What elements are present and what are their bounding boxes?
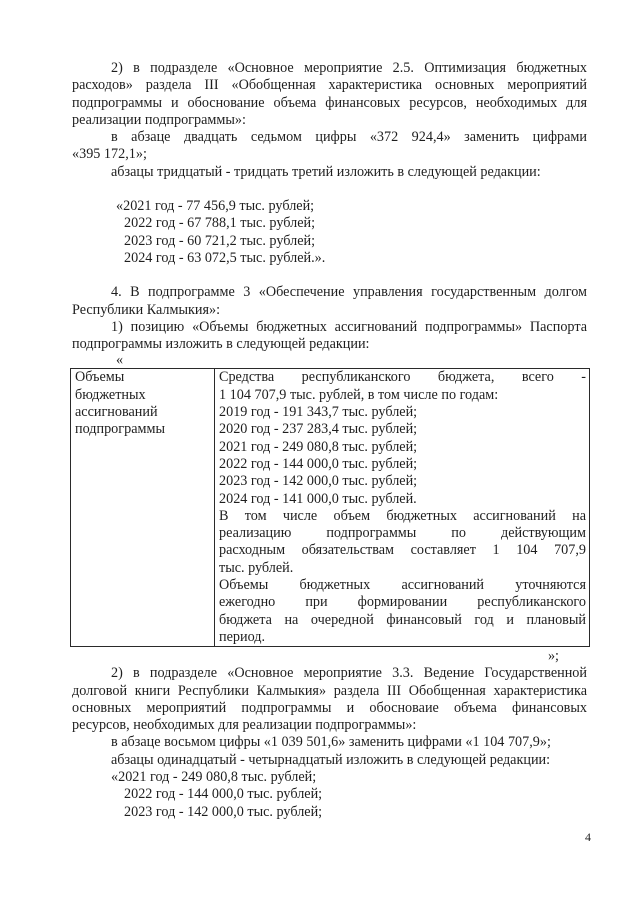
text-line: основных мероприятий подпрограммы и обосноваие объема финансовых (72, 699, 587, 716)
document-page (72, 60, 587, 821)
text-line: в абзаце восьмом цифры «1 039 501,6» заменить цифрами «1 104 707,9»; (111, 734, 551, 751)
spacer (72, 181, 587, 198)
year-line: 2020 год - 237 283,4 тыс. рублей; (219, 421, 418, 438)
label-line: Объемы (75, 369, 125, 386)
year-line: 2022 год - 144 000,0 тыс. рублей; (124, 786, 323, 803)
text-line: реализацию подпрограммы по действующим (219, 525, 586, 542)
value-cell (215, 369, 590, 647)
year-line: 2023 год - 142 000,0 тыс. рублей; (219, 473, 418, 490)
text-line: 1 104 707,9 тыс. рублей, в том числе по годам: (219, 386, 499, 403)
text-line: ресурсов, необходимых для реализации подпрограммы»: (72, 717, 417, 734)
label-line: бюджетных (75, 386, 146, 403)
close-quote: »; (547, 648, 559, 665)
text-line: 1) позицию «Объемы бюджетных ассигнований подпрограммы» Паспорта (111, 318, 587, 335)
budget-table (70, 368, 590, 647)
text-line: абзацы тридцатый - тридцать третий изложить в следующей редакции: (111, 163, 541, 180)
year-line: 2021 год - 249 080,8 тыс. рублей; (219, 438, 418, 455)
text-line: долговой книги Республики Калмыкия» раздела III Обобщенная характеристика (72, 682, 587, 699)
year-line: 2022 год - 144 000,0 тыс. рублей; (219, 455, 418, 472)
text-line: «395 172,1»; (72, 146, 147, 163)
text-line: подпрограммы изложить в следующей редакции: (72, 336, 370, 353)
text-line: В том числе объем бюджетных ассигнований на (219, 507, 586, 524)
year-line: «2021 год - 77 456,9 тыс. рублей; (116, 198, 315, 215)
label-line: подпрограммы (75, 421, 165, 438)
text-line: Республики Калмыкия»: (72, 301, 221, 318)
text-line: реализации подпрограммы»: (72, 111, 246, 128)
text-line: Объемы бюджетных ассигнований уточняются (219, 577, 586, 594)
table-row (71, 369, 590, 647)
text-line: Средства республиканского бюджета, всего - (219, 369, 586, 386)
year-line: 2024 год - 63 072,5 тыс. рублей.». (124, 249, 326, 266)
text-line: 2) в подразделе «Основное мероприятие 2.5. Оптимизация бюджетных (111, 60, 587, 76)
section-2-5 (72, 60, 587, 284)
year-line: 2019 год - 191 343,7 тыс. рублей; (219, 404, 418, 421)
year-line: «2021 год - 249 080,8 тыс. рублей; (111, 768, 317, 785)
open-quote: « (116, 352, 124, 369)
section-4 (72, 284, 587, 368)
label-line: ассигнований (75, 404, 158, 421)
text-line: 2) в подразделе «Основное мероприятие 3.3. Ведение Государственной (111, 665, 587, 682)
label-cell (71, 369, 215, 647)
page-number: 4 (585, 830, 591, 844)
text-line: тыс. рублей. (219, 559, 294, 576)
text-line: расходов» раздела III «Обобщенная характеристика основных мероприятий (72, 77, 587, 94)
text-line: ежегодно при формировании республиканского (219, 594, 586, 611)
year-line: 2024 год - 141 000,0 тыс. рублей. (219, 490, 417, 507)
text-line: абзацы одинадцатый - четырнадцатый изложить в следующей редакции: (111, 751, 551, 768)
year-line: 2023 год - 142 000,0 тыс. рублей; (124, 803, 323, 820)
text-line: 4. В подпрограмме 3 «Обеспечение управления государственным долгом (111, 284, 587, 301)
section-3-3 (72, 665, 587, 821)
year-line: 2022 год - 67 788,1 тыс. рублей; (124, 215, 316, 232)
text-line: в абзаце двадцать седьмом цифры «372 924,4» заменить цифрами (111, 129, 587, 146)
spacer (72, 267, 587, 284)
text-line: расходным обязательствам составляет 1 104 707,9 (219, 542, 586, 559)
text-line: период. (219, 628, 266, 645)
text-line: бюджета на очередной финансовый год и плановый (219, 611, 586, 628)
year-line: 2023 год - 60 721,2 тыс. рублей; (124, 232, 316, 249)
text-line: подпрограммы и обоснование объема финансовых ресурсов, необходимых для (72, 94, 587, 111)
